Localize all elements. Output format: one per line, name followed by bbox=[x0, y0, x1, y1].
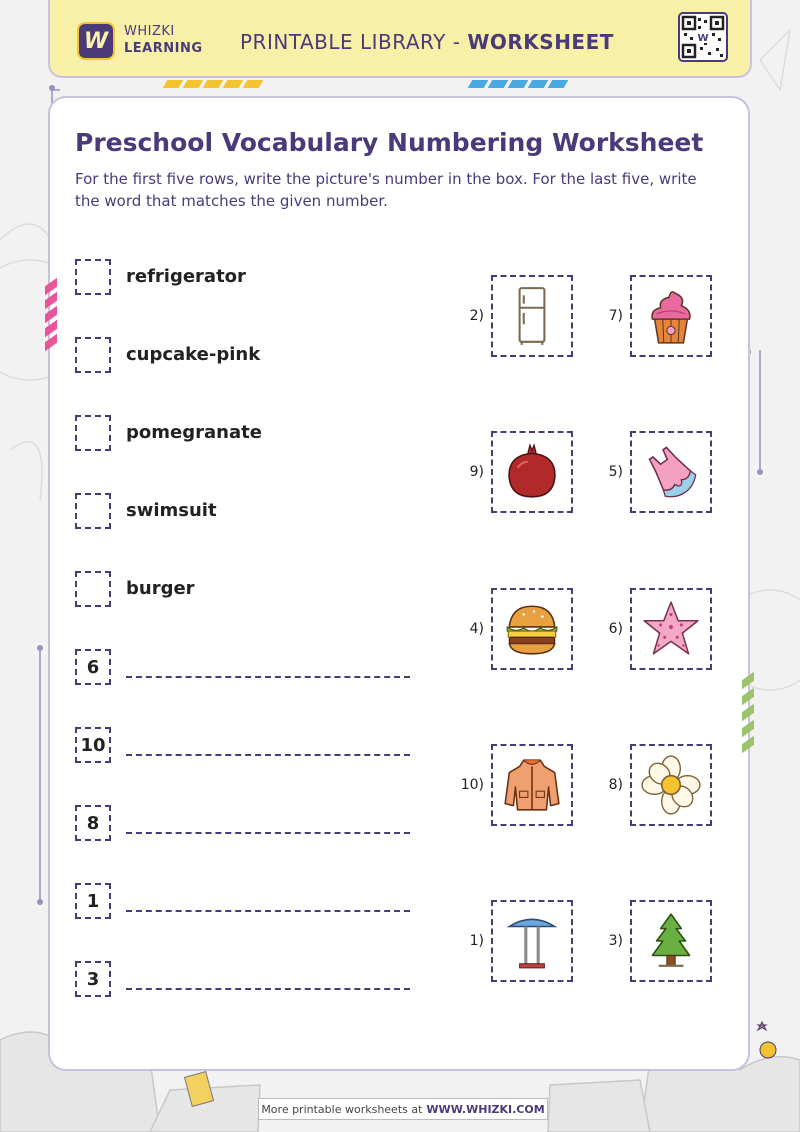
picture-label-6: 6) bbox=[608, 621, 623, 637]
picture-label-5: 4) bbox=[469, 621, 484, 637]
number-box-4: 1 bbox=[75, 883, 111, 919]
qr-mark: W bbox=[697, 33, 709, 44]
footer-text: More printable worksheets at bbox=[261, 1102, 423, 1116]
picture-box-3 bbox=[491, 431, 573, 513]
footer-banner bbox=[258, 1098, 548, 1120]
logo-mark: W bbox=[83, 28, 109, 54]
picture-box-2 bbox=[630, 275, 712, 357]
picture-box-7 bbox=[491, 744, 573, 826]
number-box-5: 3 bbox=[75, 961, 111, 997]
picture-label-2: 7) bbox=[608, 308, 623, 324]
swimsuit-icon bbox=[640, 441, 702, 503]
write-line-5[interactable] bbox=[126, 988, 410, 990]
answer-box-4[interactable] bbox=[75, 493, 111, 529]
picture-box-4 bbox=[630, 431, 712, 513]
worksheet-title: Preschool Vocabulary Numbering Worksheet bbox=[75, 128, 704, 157]
picture-box-1 bbox=[491, 275, 573, 357]
logo-wordmark bbox=[124, 23, 203, 57]
footer-link[interactable]: WWW.WHIZKI.COM bbox=[426, 1102, 545, 1116]
answer-box-1[interactable] bbox=[75, 259, 111, 295]
picture-label-8: 8) bbox=[608, 777, 623, 793]
header-stripes-yellow bbox=[165, 80, 261, 90]
answer-box-2[interactable] bbox=[75, 337, 111, 373]
write-line-3[interactable] bbox=[126, 832, 410, 834]
word-label-3: pomegranate bbox=[126, 422, 262, 443]
picture-box-8 bbox=[630, 744, 712, 826]
word-label-2: cupcake-pink bbox=[126, 344, 261, 365]
picture-label-1: 2) bbox=[469, 308, 484, 324]
word-label-4: swimsuit bbox=[126, 500, 217, 521]
picture-label-4: 5) bbox=[608, 464, 623, 480]
refrigerator-icon bbox=[501, 285, 563, 347]
picture-box-6 bbox=[630, 588, 712, 670]
word-label-5: burger bbox=[126, 578, 195, 599]
table-lamp-icon bbox=[501, 910, 563, 972]
number-box-3: 8 bbox=[75, 805, 111, 841]
burger-icon bbox=[501, 598, 563, 660]
whizki-logo[interactable] bbox=[77, 22, 115, 60]
picture-label-10: 3) bbox=[608, 933, 623, 949]
jacket-icon bbox=[501, 754, 563, 816]
write-line-2[interactable] bbox=[126, 754, 410, 756]
word-label-1: refrigerator bbox=[126, 266, 246, 287]
picture-box-5 bbox=[491, 588, 573, 670]
header-title-prefix: PRINTABLE LIBRARY - bbox=[240, 30, 468, 54]
picture-box-9 bbox=[491, 900, 573, 982]
worksheet-instructions: For the first five rows, write the picture's number in the box. For the last five, write the word that matches the given number. bbox=[75, 170, 697, 210]
picture-label-9: 1) bbox=[469, 933, 484, 949]
write-line-1[interactable] bbox=[126, 676, 410, 678]
number-box-1: 6 bbox=[75, 649, 111, 685]
header-title bbox=[240, 30, 614, 54]
flower-icon bbox=[640, 754, 702, 816]
logo-line1: WHIZKI bbox=[124, 24, 175, 39]
tree-icon bbox=[640, 910, 702, 972]
pomegranate-icon bbox=[501, 441, 563, 503]
picture-label-3: 9) bbox=[469, 464, 484, 480]
number-box-2: 10 bbox=[75, 727, 111, 763]
picture-label-7: 10) bbox=[460, 777, 484, 793]
logo-line2: LEARNING bbox=[124, 41, 203, 56]
write-line-4[interactable] bbox=[126, 910, 410, 912]
answer-box-5[interactable] bbox=[75, 571, 111, 607]
answer-box-3[interactable] bbox=[75, 415, 111, 451]
header-title-bold: WORKSHEET bbox=[467, 30, 614, 54]
cupcake-icon bbox=[640, 285, 702, 347]
starfish-icon bbox=[640, 598, 702, 660]
picture-box-10 bbox=[630, 900, 712, 982]
qr-pattern bbox=[680, 14, 726, 60]
qr-code[interactable] bbox=[678, 12, 728, 62]
page-header bbox=[48, 0, 752, 78]
header-stripes-blue bbox=[470, 80, 566, 90]
